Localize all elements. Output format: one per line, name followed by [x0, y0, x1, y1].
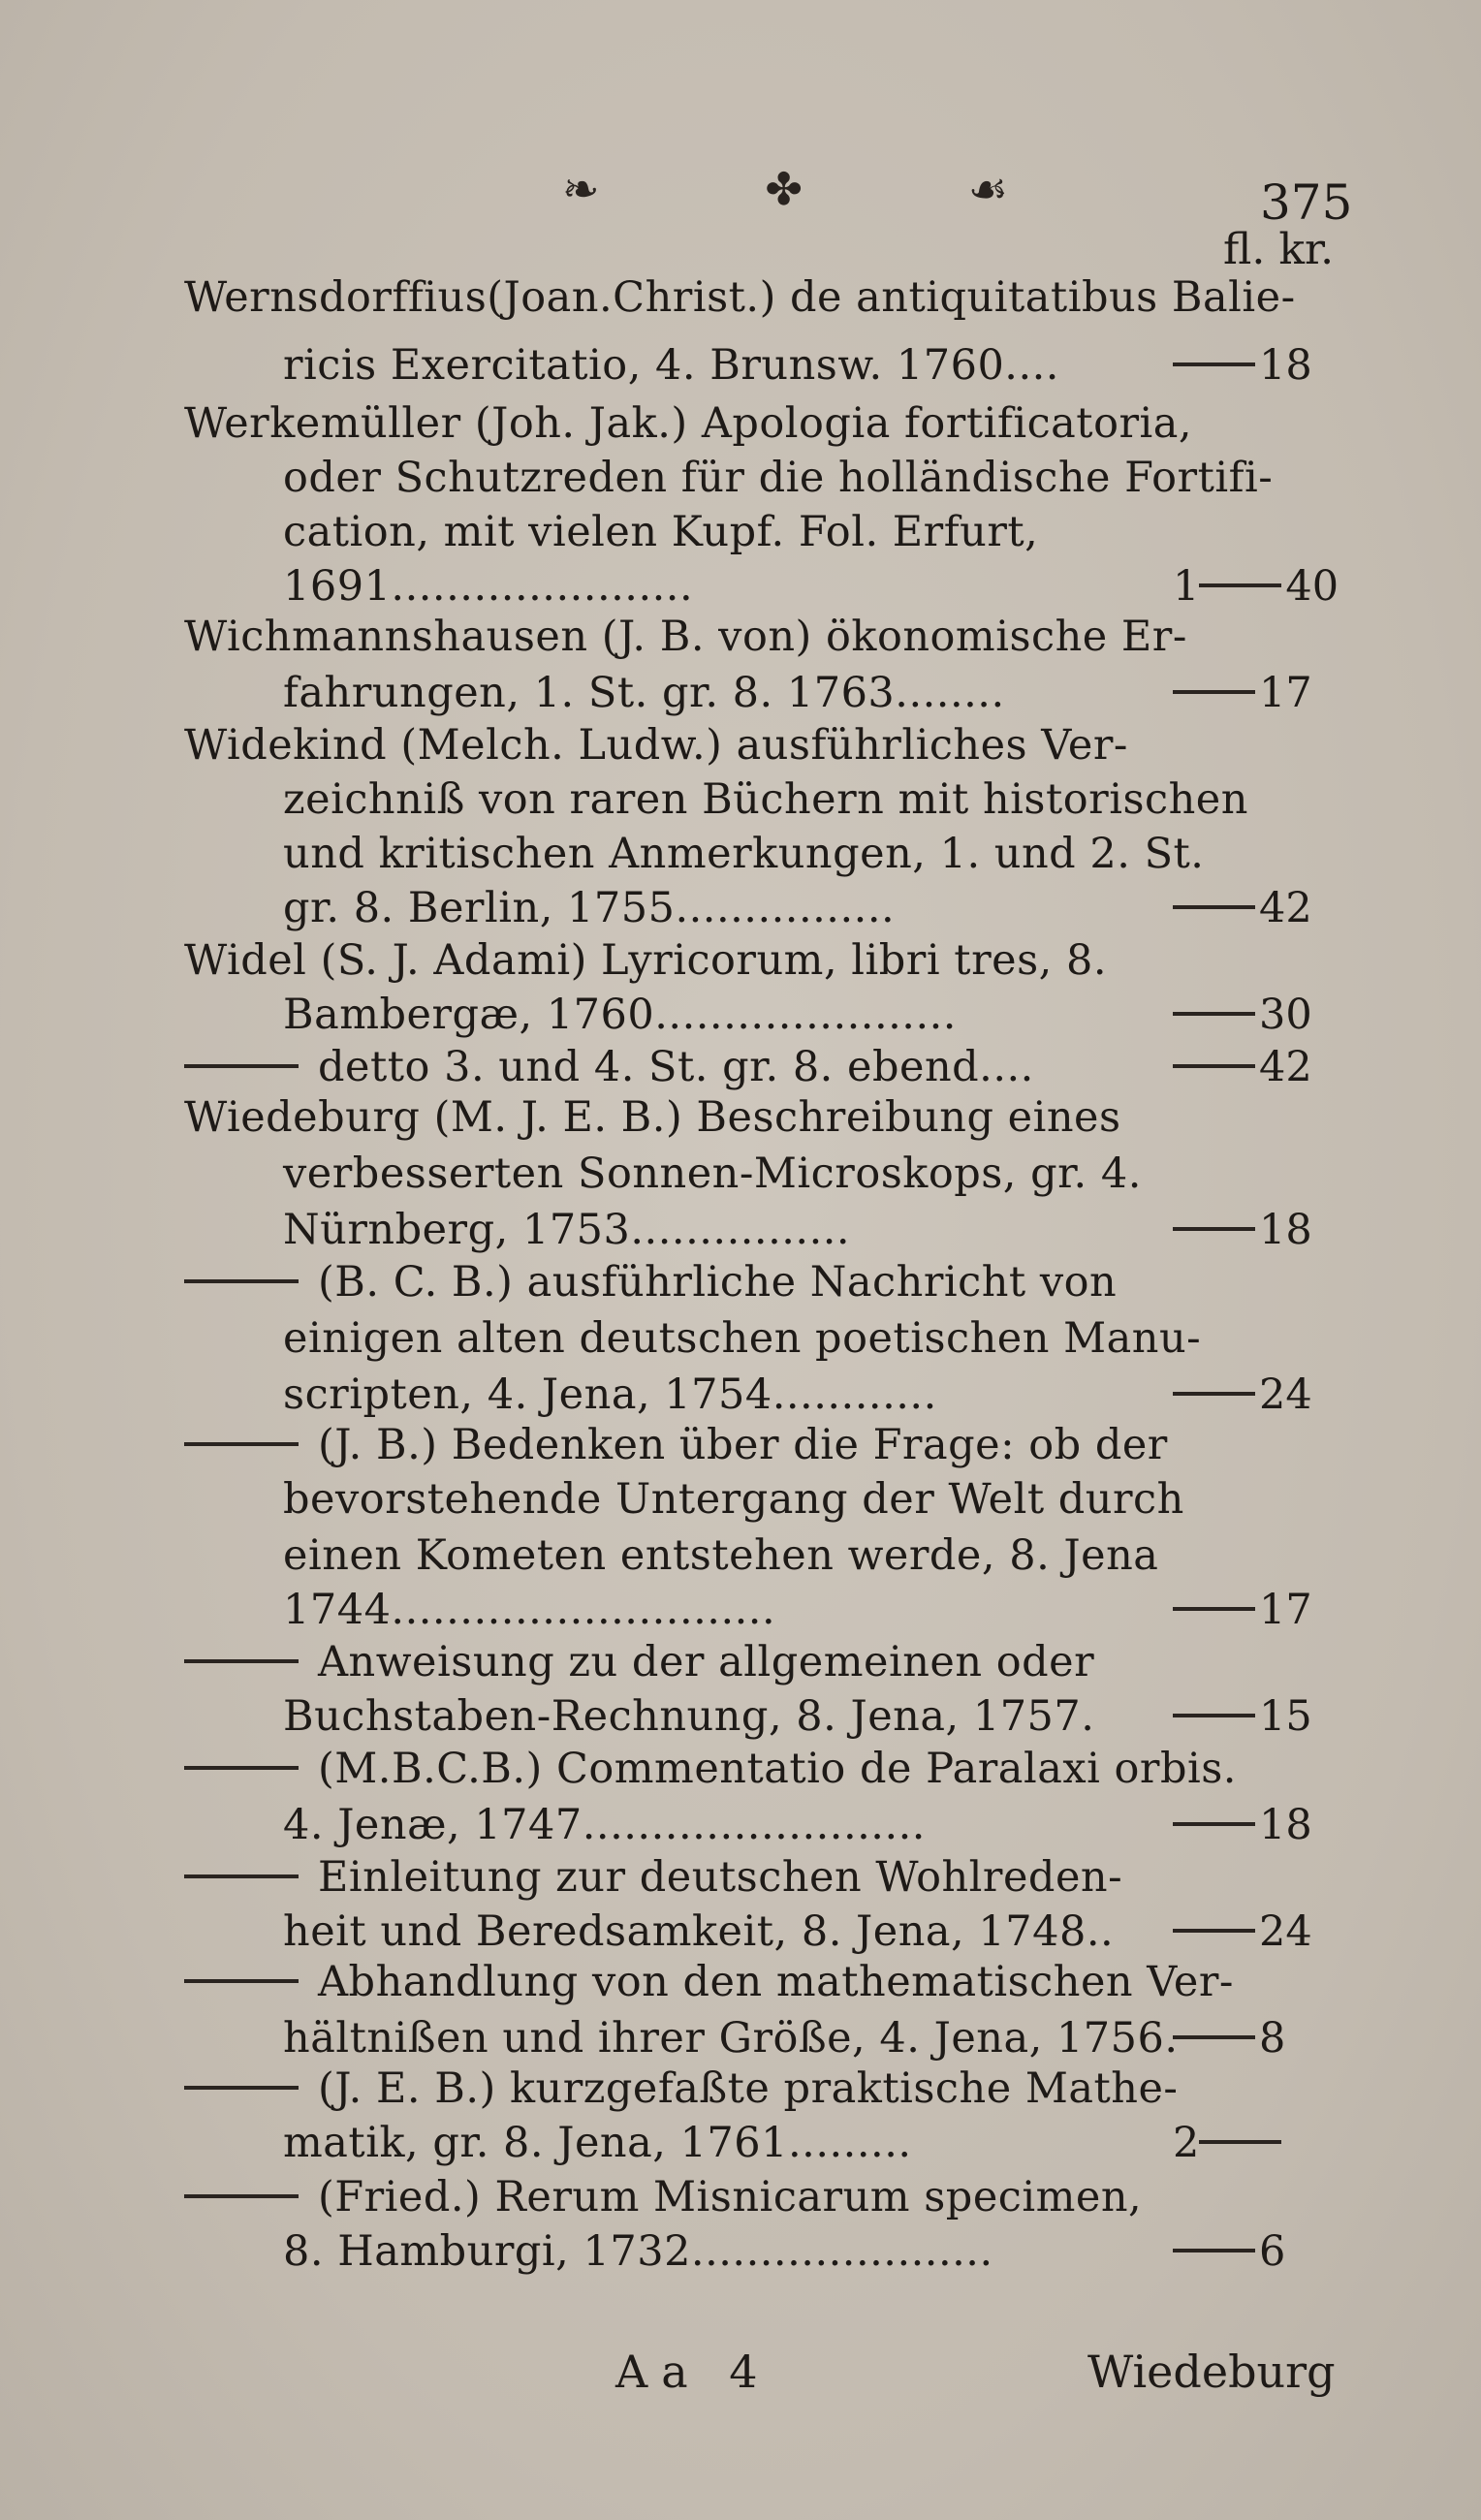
price-kr: 18 — [1259, 341, 1312, 390]
entry-line — [184, 2064, 1178, 2113]
entry-line: matik, gr. 8. Jena, 1761......... — [283, 2119, 912, 2167]
entry-price — [1173, 1370, 1312, 1419]
price-kr: 6 — [1259, 2227, 1286, 2276]
entry-line: 1744............................ — [283, 1586, 776, 1634]
entry-text: (J. B.) Bedenken über die Frage: ob der — [318, 1421, 1168, 1469]
ditto-dash — [184, 1442, 299, 1446]
entry-price — [1173, 2014, 1285, 2063]
ditto-dash — [184, 1874, 299, 1878]
price-kr: 30 — [1259, 991, 1312, 1039]
entry-line — [184, 1745, 1237, 1793]
ornament-left-icon: ❧ — [562, 163, 600, 215]
entry-line: Nürnberg, 1753................ — [283, 1206, 851, 1254]
entry-line: einen Kometen entstehen werde, 8. Jena — [283, 1531, 1159, 1580]
entry-line: Wichmannshausen (J. B. von) ökonomische Er- — [184, 613, 1187, 661]
entry-line: Bambergæ, 1760...................... — [283, 991, 957, 1039]
entry-line: Wiedeburg (M. J. E. B.) Beschreibung eines — [184, 1093, 1121, 1142]
price-kr: 24 — [1259, 1907, 1312, 1956]
price-kr: 18 — [1259, 1206, 1312, 1254]
entry-text: (Fried.) Rerum Misnicarum specimen, — [318, 2173, 1143, 2221]
entry-price — [1173, 1907, 1312, 1956]
entry-price — [1173, 991, 1312, 1039]
entry-text: Anweisung zu der allgemeinen oder — [318, 1638, 1095, 1686]
entry-line: und kritischen Anmerkungen, 1. und 2. St. — [283, 830, 1205, 878]
currency-header: fl. kr. — [1223, 225, 1335, 274]
entry-line: einigen alten deutschen poetischen Manu- — [283, 1314, 1202, 1363]
price-kr: 17 — [1259, 1586, 1312, 1634]
signature-mark: Aa 4 — [615, 2346, 772, 2398]
entry-price — [1173, 669, 1312, 717]
entry-line: Widel (S. J. Adami) Lyricorum, libri tres, 8. — [184, 936, 1107, 985]
entry-line: Widekind (Melch. Ludw.) ausführliches Ver- — [184, 721, 1128, 770]
ditto-dash — [184, 2194, 299, 2198]
entry-line: bevorstehende Untergang der Welt durch — [283, 1475, 1184, 1524]
price-kr: 17 — [1259, 669, 1312, 717]
entry-line: 1691...................... — [283, 562, 694, 611]
entry-text: Einleitung zur deutschen Wohlreden- — [318, 1853, 1123, 1902]
entry-line — [184, 1638, 1094, 1686]
price-kr: 24 — [1259, 1370, 1312, 1419]
entry-price — [1173, 1801, 1312, 1849]
price-kr: 40 — [1285, 562, 1339, 611]
entry-line: 8. Hamburgi, 1732...................... — [283, 2227, 993, 2276]
entry-line: fahrungen, 1. St. gr. 8. 1763........ — [283, 669, 1005, 717]
price-fl: 2 — [1173, 2119, 1200, 2167]
header-ornament — [562, 155, 1008, 223]
price-kr: 42 — [1259, 1043, 1312, 1091]
ditto-dash — [184, 1659, 299, 1663]
ditto-dash — [184, 1979, 299, 1983]
entry-price — [1173, 562, 1339, 611]
entry-text: (J. E. B.) kurzgefaßte praktische Mathe- — [318, 2064, 1179, 2113]
entry-price — [1173, 1206, 1312, 1254]
entry-line — [184, 1043, 1034, 1091]
entry-price — [1173, 1692, 1312, 1741]
entry-line: gr. 8. Berlin, 1755................ — [283, 884, 896, 932]
entry-text: (B. C. B.) ausführliche Nachricht von — [318, 1258, 1118, 1307]
price-kr: 18 — [1259, 1801, 1312, 1849]
entry-line: ricis Exercitatio, 4. Brunsw. 1760.... — [283, 341, 1059, 390]
entry-line: cation, mit vielen Kupf. Fol. Erfurt, — [283, 508, 1039, 556]
ornament-center-icon: ✤ — [765, 163, 803, 215]
entry-line: heit und Beredsamkeit, 8. Jena, 1748.. — [283, 1907, 1115, 1956]
entry-price — [1173, 884, 1312, 932]
catchword: Wiedeburg — [1087, 2346, 1336, 2398]
entry-text: detto 3. und 4. St. gr. 8. ebend.... — [318, 1043, 1034, 1091]
entry-line: hältnißen und ihrer Größe, 4. Jena, 1756. — [283, 2014, 1179, 2063]
entry-line: 4. Jenæ, 1747......................... — [283, 1801, 926, 1849]
price-kr: 42 — [1259, 884, 1312, 932]
entry-text: Abhandlung von den mathematischen Ver- — [318, 1958, 1234, 2006]
entry-price — [1173, 341, 1312, 390]
entry-line — [184, 1421, 1168, 1469]
entry-line: Buchstaben-Rechnung, 8. Jena, 1757. — [283, 1692, 1095, 1741]
entry-line: zeichniß von raren Büchern mit historischen — [283, 775, 1248, 824]
entry-price — [1173, 2227, 1285, 2276]
entry-text: (M.B.C.B.) Commentatio de Paralaxi orbis. — [318, 1745, 1237, 1793]
entry-line: Wernsdorffius(Joan.Christ.) de antiquitatibus Balie- — [184, 273, 1296, 322]
entry-line — [184, 1258, 1117, 1307]
entry-line — [184, 1958, 1234, 2006]
ornament-right-icon: ☙ — [967, 163, 1008, 215]
price-kr: 8 — [1259, 2014, 1286, 2063]
entry-line: scripten, 4. Jena, 1754............ — [283, 1370, 937, 1419]
price-fl: 1 — [1173, 562, 1200, 611]
entry-price — [1173, 1043, 1312, 1091]
ditto-dash — [184, 1064, 299, 1068]
entry-line — [184, 2173, 1142, 2221]
entry-price — [1173, 1586, 1312, 1634]
price-kr: 15 — [1259, 1692, 1312, 1741]
page-number: 375 — [1260, 174, 1353, 231]
ditto-dash — [184, 2086, 299, 2090]
entry-line — [184, 1853, 1122, 1902]
entry-price — [1173, 2119, 1285, 2167]
entry-line: verbesserten Sonnen-Microskops, gr. 4. — [283, 1150, 1142, 1198]
ditto-dash — [184, 1279, 299, 1283]
ditto-dash — [184, 1766, 299, 1770]
entry-line: Werkemüller (Joh. Jak.) Apologia fortificatoria, — [184, 399, 1193, 448]
entry-line: oder Schutzreden für die holländische Fortifi- — [283, 454, 1274, 502]
